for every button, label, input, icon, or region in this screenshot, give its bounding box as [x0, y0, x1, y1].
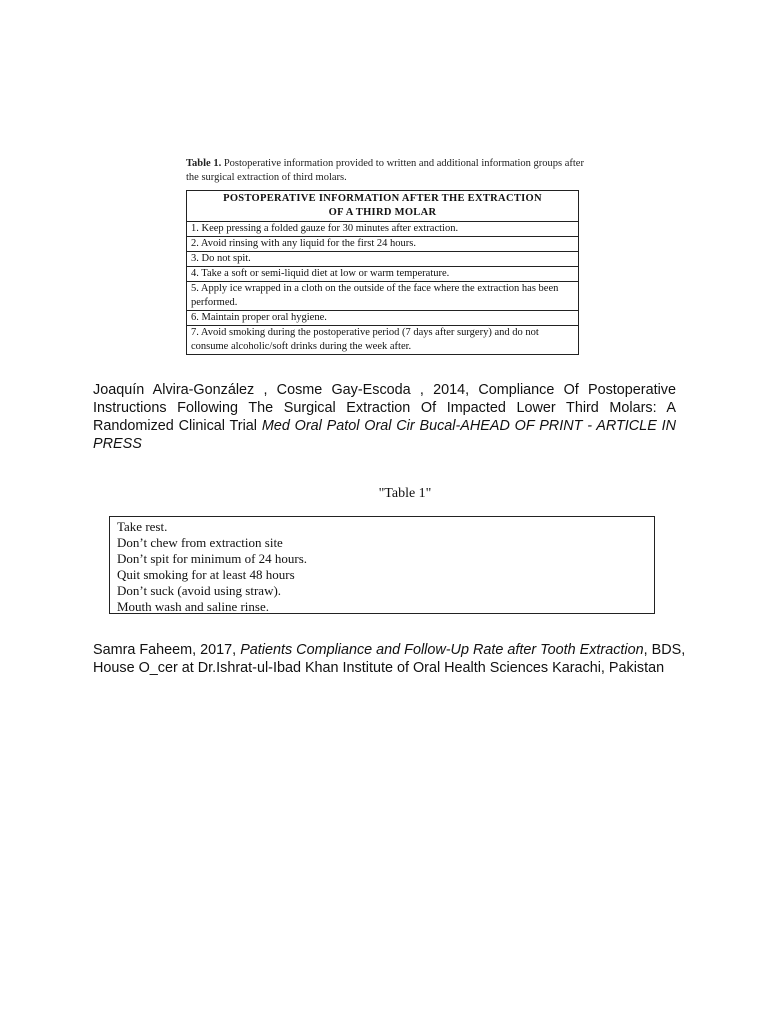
table2-title: "Table 1"	[378, 486, 432, 501]
citation-alvira-gonzalez	[93, 381, 676, 453]
citation2-author-year: Samra Faheem, 2017,	[93, 642, 241, 658]
table1-header-line2: OF A THIRD MOLAR	[328, 207, 437, 218]
citation1-journal: Med Oral Patol Oral Cir Bucal-AHEAD OF PRINT - ARTICLE IN PRESS	[93, 418, 676, 452]
table2-row: Take rest.	[117, 519, 168, 534]
citation1-authors-text: Joaquín Alvira-González , Cosme Gay-Escoda , 2014, Compliance Of Postoperative Instructions Following The Surgical Extraction Of Impacted Lower Third Molars: A Randomized Clinical Trial	[93, 382, 676, 434]
table1-caption-label: Table 1.	[186, 158, 222, 169]
citation2-title: Patients Compliance and Follow-Up Rate after Tooth Extraction	[240, 642, 644, 658]
citation2-rest: , BDS, House O_cer at Dr.Ishrat-ul-Ibad Khan Institute of Oral Health Sciences Karachi, Pakistan	[93, 642, 686, 676]
table1-row: 1. Keep pressing a folded gauze for 30 minutes after extraction.	[187, 222, 578, 237]
table1-caption	[186, 157, 586, 185]
aftercare-instructions-box	[109, 516, 655, 614]
table2-row: Quit smoking for at least 48 hours	[117, 567, 295, 582]
table2-row: Don’t chew from extraction site	[117, 535, 283, 550]
table1-header-line1: POSTOPERATIVE INFORMATION AFTER THE EXTRACTION	[223, 193, 542, 204]
table2-row: Don’t suck (avoid using straw).	[117, 583, 282, 598]
table1-row: 3. Do not spit.	[187, 252, 578, 267]
table1-row: 4. Take a soft or semi-liquid diet at low or warm temperature.	[187, 267, 578, 282]
table1-row: 5. Apply ice wrapped in a cloth on the outside of the face where the extraction has been performed.	[187, 282, 578, 311]
table2-row: Mouth wash and saline rinse.	[117, 599, 270, 614]
table1-row: 6. Maintain proper oral hygiene.	[187, 311, 578, 326]
postoperative-info-table	[186, 190, 579, 355]
citation-faheem	[93, 641, 693, 677]
table1-caption-text: Postoperative information provided to written and additional information groups after the surgical extraction of third molars.	[186, 158, 584, 183]
table1-row: 7. Avoid smoking during the postoperative period (7 days after surgery) and do not consume alcoholic/soft drinks during the week after.	[191, 327, 539, 352]
table1-header	[187, 191, 578, 222]
table1-row: 2. Avoid rinsing with any liquid for the first 24 hours.	[187, 237, 578, 252]
table2-row: Don’t spit for minimum of 24 hours.	[117, 551, 308, 566]
